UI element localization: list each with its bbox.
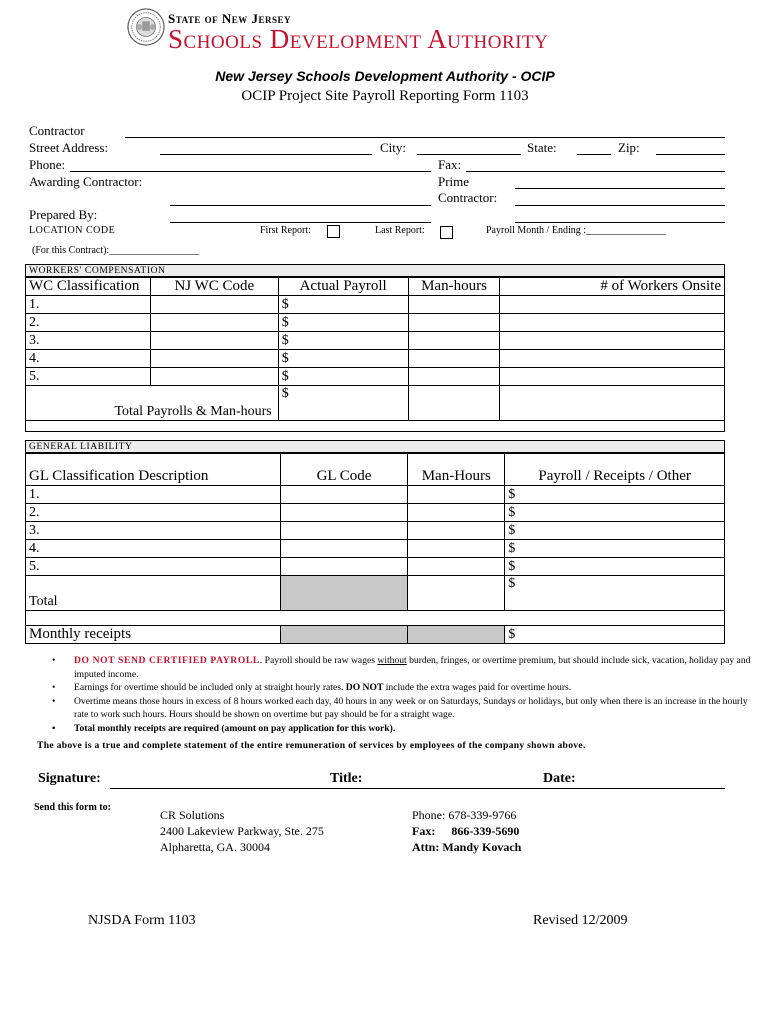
contractor-label: Contractor: [29, 123, 85, 138]
mailing-address: [160, 807, 324, 855]
instructions-list: [30, 654, 764, 735]
note-text: burden, fringes, or overtime premium, but should include sick, vacation, holiday pay and imputed income.: [74, 655, 751, 680]
list-item: [74, 722, 764, 736]
workers-cell[interactable]: [500, 350, 725, 368]
row-number: 2.: [26, 504, 281, 522]
contact-phone: Phone: 678-339-9766: [412, 808, 517, 822]
awarding-contractor-label: Awarding Contractor:: [29, 174, 143, 189]
table-row[interactable]: [26, 296, 725, 314]
revision-date: Revised 12/2009: [533, 913, 628, 928]
manhours-cell[interactable]: [408, 296, 500, 314]
zip-field[interactable]: [656, 154, 725, 155]
table-row[interactable]: [26, 540, 725, 558]
row-number: 5.: [26, 558, 281, 576]
signature-label: Signature:: [38, 771, 101, 786]
gl-total-label: Total: [26, 576, 281, 611]
street-address-field[interactable]: [160, 154, 372, 155]
list-item: [74, 681, 764, 695]
workers-cell[interactable]: [500, 368, 725, 386]
note-warning: DO NOT SEND CERTIFIED PAYROLL: [74, 655, 260, 666]
wc-code-cell[interactable]: [150, 368, 278, 386]
gl-total-row[interactable]: [26, 576, 725, 611]
wc-header-row: [26, 278, 725, 296]
row-number: 4.: [26, 350, 151, 368]
row-number: 1.: [26, 296, 151, 314]
note-emphasis: without: [377, 655, 407, 666]
workers-cell[interactable]: [500, 332, 725, 350]
fax-label: Fax:: [412, 824, 436, 838]
wc-total-row[interactable]: [26, 386, 725, 421]
wc-total-payroll[interactable]: $: [278, 386, 408, 421]
street-address: 2400 Lakeview Parkway, Ste. 275: [160, 824, 324, 838]
table-row[interactable]: [26, 486, 725, 504]
gl-payroll-cell[interactable]: $: [505, 558, 725, 576]
gl-total-payroll[interactable]: $: [505, 576, 725, 611]
note-text: Overtime means those hours in excess of 8 hours worked each day, 40 hours in any week or on Saturdays, Sundays or holidays, but only when there is an increase in the hourly rate to work such hours. Hours should be shown on overtime but pay should be for a straight wage.: [74, 695, 748, 720]
general-liability-table: [25, 453, 725, 644]
city-field[interactable]: [417, 154, 521, 155]
city-label: City:: [380, 140, 407, 155]
table-row[interactable]: [26, 332, 725, 350]
row-number: 4.: [26, 540, 281, 558]
list-item: [74, 654, 764, 681]
note-text: include the extra wages paid for overtime hours.: [383, 682, 572, 693]
gl-col-manhours: Man-Hours: [408, 454, 505, 486]
gl-payroll-cell[interactable]: $: [505, 504, 725, 522]
general-liability-band: GENERAL LIABILITY: [25, 440, 725, 453]
wc-total-manhours[interactable]: [408, 386, 500, 421]
table-row[interactable]: [26, 350, 725, 368]
gl-total-code-shaded: [280, 576, 408, 611]
gl-code-cell[interactable]: [280, 558, 408, 576]
contractor-field[interactable]: [125, 137, 725, 138]
monthly-code-shaded: [280, 626, 408, 644]
table-row[interactable]: [26, 314, 725, 332]
wc-col-code: NJ WC Code: [150, 278, 278, 296]
form-subtitle: OCIP Project Site Payroll Reporting Form 1103: [241, 88, 529, 104]
payroll-cell[interactable]: $: [278, 296, 408, 314]
wc-col-classification: WC Classification: [26, 278, 151, 296]
form-number: NJSDA Form 1103: [88, 913, 196, 928]
fax-label: Fax:: [438, 157, 462, 172]
workers-comp-band: WORKERS' COMPENSATION: [25, 264, 725, 277]
wc-code-cell[interactable]: [150, 332, 278, 350]
gl-col-code: GL Code: [280, 454, 408, 486]
table-row[interactable]: [26, 504, 725, 522]
state-line: State of New Jersey: [168, 11, 292, 26]
state-field[interactable]: [577, 154, 611, 155]
gl-code-cell[interactable]: [280, 522, 408, 540]
wc-code-cell[interactable]: [150, 314, 278, 332]
prepared-by-field[interactable]: [170, 222, 431, 223]
title-label: Title:: [330, 771, 363, 786]
monthly-manhours-shaded: [408, 626, 505, 644]
first-report-label: First Report:: [260, 225, 311, 236]
company-name: CR Solutions: [160, 808, 225, 822]
table-row[interactable]: [26, 558, 725, 576]
wc-total-workers[interactable]: [500, 386, 725, 421]
gl-code-cell[interactable]: [280, 540, 408, 558]
wc-code-cell[interactable]: [150, 350, 278, 368]
note-text: Total monthly receipts are required (amount on pay application for this work).: [74, 722, 396, 734]
awarding-contractor-field[interactable]: [170, 205, 431, 206]
row-number: 3.: [26, 522, 281, 540]
street-address-label: Street Address:: [29, 140, 109, 155]
prime-field-top[interactable]: [515, 188, 725, 189]
payroll-month-label: Payroll Month / Ending :________________: [486, 225, 666, 236]
row-number: 3.: [26, 332, 151, 350]
phone-field[interactable]: [70, 171, 431, 172]
note-text: Earnings for overtime should be included only at straight hourly rates.: [74, 682, 346, 693]
for-this-contract-label: (For this Contract):__________________: [32, 245, 200, 256]
workers-comp-table: [25, 277, 725, 432]
signature-line[interactable]: [110, 788, 725, 789]
prime-label: Prime: [438, 174, 470, 189]
monthly-receipts-label: Monthly receipts: [26, 626, 281, 644]
state-label: State:: [527, 140, 557, 155]
gl-spacer-row: [26, 611, 725, 626]
gl-col-description: GL Classification Description: [26, 454, 281, 486]
gl-code-cell[interactable]: [280, 486, 408, 504]
manhours-cell[interactable]: [408, 332, 500, 350]
payroll-cell[interactable]: $: [278, 332, 408, 350]
location-code-label: LOCATION CODE: [29, 225, 116, 236]
nj-state-seal-icon: [127, 8, 165, 46]
wc-col-workers: # of Workers Onsite: [500, 278, 725, 296]
last-report-checkbox[interactable]: [440, 226, 453, 239]
table-row[interactable]: [26, 368, 725, 386]
fax-field[interactable]: [466, 171, 725, 172]
gl-manhours-cell[interactable]: [408, 540, 505, 558]
monthly-receipts-row[interactable]: [26, 626, 725, 644]
gl-manhours-cell[interactable]: [408, 558, 505, 576]
gl-col-payroll: Payroll / Receipts / Other: [505, 454, 725, 486]
gl-header-row: [26, 454, 725, 486]
gl-manhours-cell[interactable]: [408, 486, 505, 504]
contact-info: [412, 807, 521, 855]
fax-number: 866-339-5690: [451, 824, 520, 838]
monthly-receipts-amount[interactable]: $: [505, 626, 725, 644]
gl-total-manhours[interactable]: [408, 576, 505, 611]
prepared-by-field-right[interactable]: [515, 222, 725, 223]
row-number: 1.: [26, 486, 281, 504]
wc-spacer-row: [26, 421, 725, 432]
send-to-label: Send this form to:: [34, 802, 111, 813]
wc-col-manhours: Man-hours: [408, 278, 500, 296]
payroll-cell[interactable]: $: [278, 350, 408, 368]
date-label: Date:: [543, 771, 576, 786]
wc-col-payroll: Actual Payroll: [278, 278, 408, 296]
manhours-cell[interactable]: [408, 350, 500, 368]
prepared-by-label: Prepared By:: [29, 207, 98, 222]
gl-code-cell[interactable]: [280, 504, 408, 522]
contact-attn: Attn: Mandy Kovach: [412, 840, 522, 854]
city-state-zip: Alpharetta, GA. 30004: [160, 840, 270, 854]
gl-manhours-cell[interactable]: [408, 522, 505, 540]
manhours-cell[interactable]: [408, 368, 500, 386]
gl-payroll-cell[interactable]: $: [505, 540, 725, 558]
manhours-cell[interactable]: [408, 314, 500, 332]
workers-cell[interactable]: [500, 296, 725, 314]
authority-name: Schools Development Authority: [168, 24, 549, 54]
first-report-checkbox[interactable]: [327, 225, 340, 238]
certification-statement: The above is a true and complete statement of the entire remuneration of services by employees of the company shown above.: [37, 740, 586, 751]
table-row[interactable]: [26, 522, 725, 540]
payroll-cell[interactable]: $: [278, 368, 408, 386]
prime-contractor-label: Contractor:: [438, 190, 498, 205]
note-emphasis: DO NOT: [345, 682, 384, 693]
gl-payroll-cell[interactable]: $: [505, 522, 725, 540]
note-text: . Payroll should be raw wages: [259, 655, 378, 666]
form-title: New Jersey Schools Development Authority - OCIP: [215, 68, 555, 84]
prime-contractor-field[interactable]: [515, 205, 725, 206]
row-number: 2.: [26, 314, 151, 332]
gl-manhours-cell[interactable]: [408, 504, 505, 522]
zip-label: Zip:: [618, 140, 640, 155]
row-number: 5.: [26, 368, 151, 386]
gl-payroll-cell[interactable]: $: [505, 486, 725, 504]
last-report-label: Last Report:: [375, 225, 425, 236]
wc-total-label: Total Payrolls & Man-hours: [26, 386, 279, 421]
payroll-cell[interactable]: $: [278, 314, 408, 332]
phone-label: Phone:: [29, 157, 66, 172]
contact-fax: [412, 823, 521, 839]
wc-code-cell[interactable]: [150, 296, 278, 314]
list-item: [74, 695, 764, 722]
workers-cell[interactable]: [500, 314, 725, 332]
